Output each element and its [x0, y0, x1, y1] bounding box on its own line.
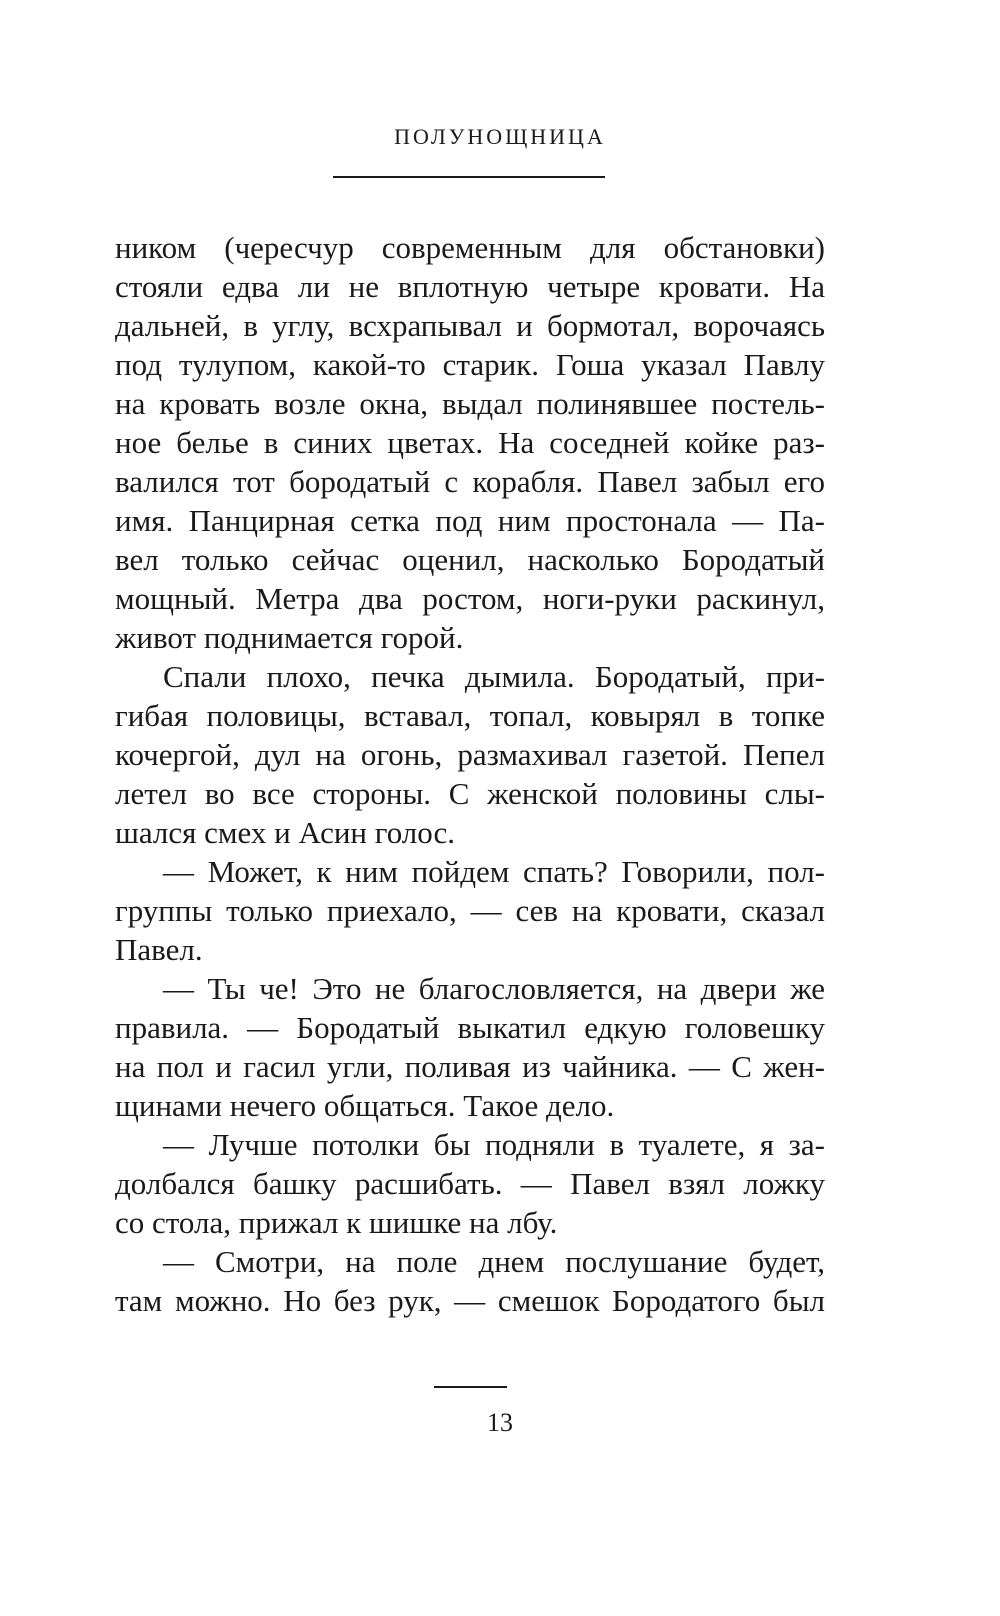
text-line: летел во все стороны. С женской половины слы-: [115, 776, 825, 811]
page-number: 13: [487, 1408, 513, 1437]
text-line: под тулупом, какой-то старик. Гоша указал Павлу: [115, 347, 825, 382]
text-line: имя. Панцирная сетка под ним простонала — Па-: [115, 503, 825, 538]
text-line: вел только сейчас оценил, насколько Бородатый: [115, 542, 825, 577]
footer-rule: [434, 1386, 507, 1388]
text-line: валился тот бородатый с корабля. Павел забыл его: [115, 464, 825, 499]
text-line: стояли едва ли не вплотную четыре кровати. На: [115, 269, 825, 304]
text-line: гибая половицы, вставал, топал, ковырял в топке: [115, 698, 825, 733]
text-line: там можно. Но без рук, — смешок Бородатого был: [115, 1283, 825, 1318]
text-line: — Ты че! Это не благословляется, на двери же: [163, 971, 825, 1006]
text-line: дальней, в углу, всхрапывал и бормотал, ворочаясь: [115, 308, 825, 343]
text-line: шался смех и Асин голос.: [115, 815, 456, 850]
text-line: правила. — Бородатый выкатил едкую головешку: [115, 1010, 825, 1045]
text-line: на кровать возле окна, выдал полинявшее постель-: [115, 386, 825, 421]
header-rule: [333, 176, 605, 178]
text-line: Спали плохо, печка дымила. Бородатый, при-: [163, 659, 825, 694]
text-line: — Может, к ним пойдем спать? Говорили, пол-: [163, 854, 825, 889]
running-title: ПОЛУНОЩНИЦА: [394, 124, 606, 149]
text-line: мощный. Метра два ростом, ноги-руки раскинул,: [115, 581, 825, 616]
text-line: Павел.: [115, 932, 203, 967]
text-line: щинами нечего общаться. Такое дело.: [115, 1088, 615, 1123]
text-line: со стола, прижал к шишке на лбу.: [115, 1205, 558, 1240]
body-text: [115, 228, 825, 1320]
text-line: ником (чересчур современным для обстановки): [115, 230, 825, 265]
text-line: — Смотри, на поле днем послушание будет,: [163, 1244, 825, 1279]
text-line: живот поднимается горой.: [115, 620, 464, 655]
text-line: кочергой, дул на огонь, размахивал газетой. Пепел: [115, 737, 825, 772]
text-line: ное белье в синих цветах. На соседней койке раз-: [115, 425, 825, 460]
text-line: долбался башку расшибать. — Павел взял ложку: [115, 1166, 825, 1201]
text-line: на пол и гасил угли, поливая из чайника. — С жен-: [115, 1049, 825, 1084]
text-line: — Лучше потолки бы подняли в туалете, я за-: [163, 1127, 825, 1162]
text-line: группы только приехало, — сев на кровати, сказал: [115, 893, 825, 928]
